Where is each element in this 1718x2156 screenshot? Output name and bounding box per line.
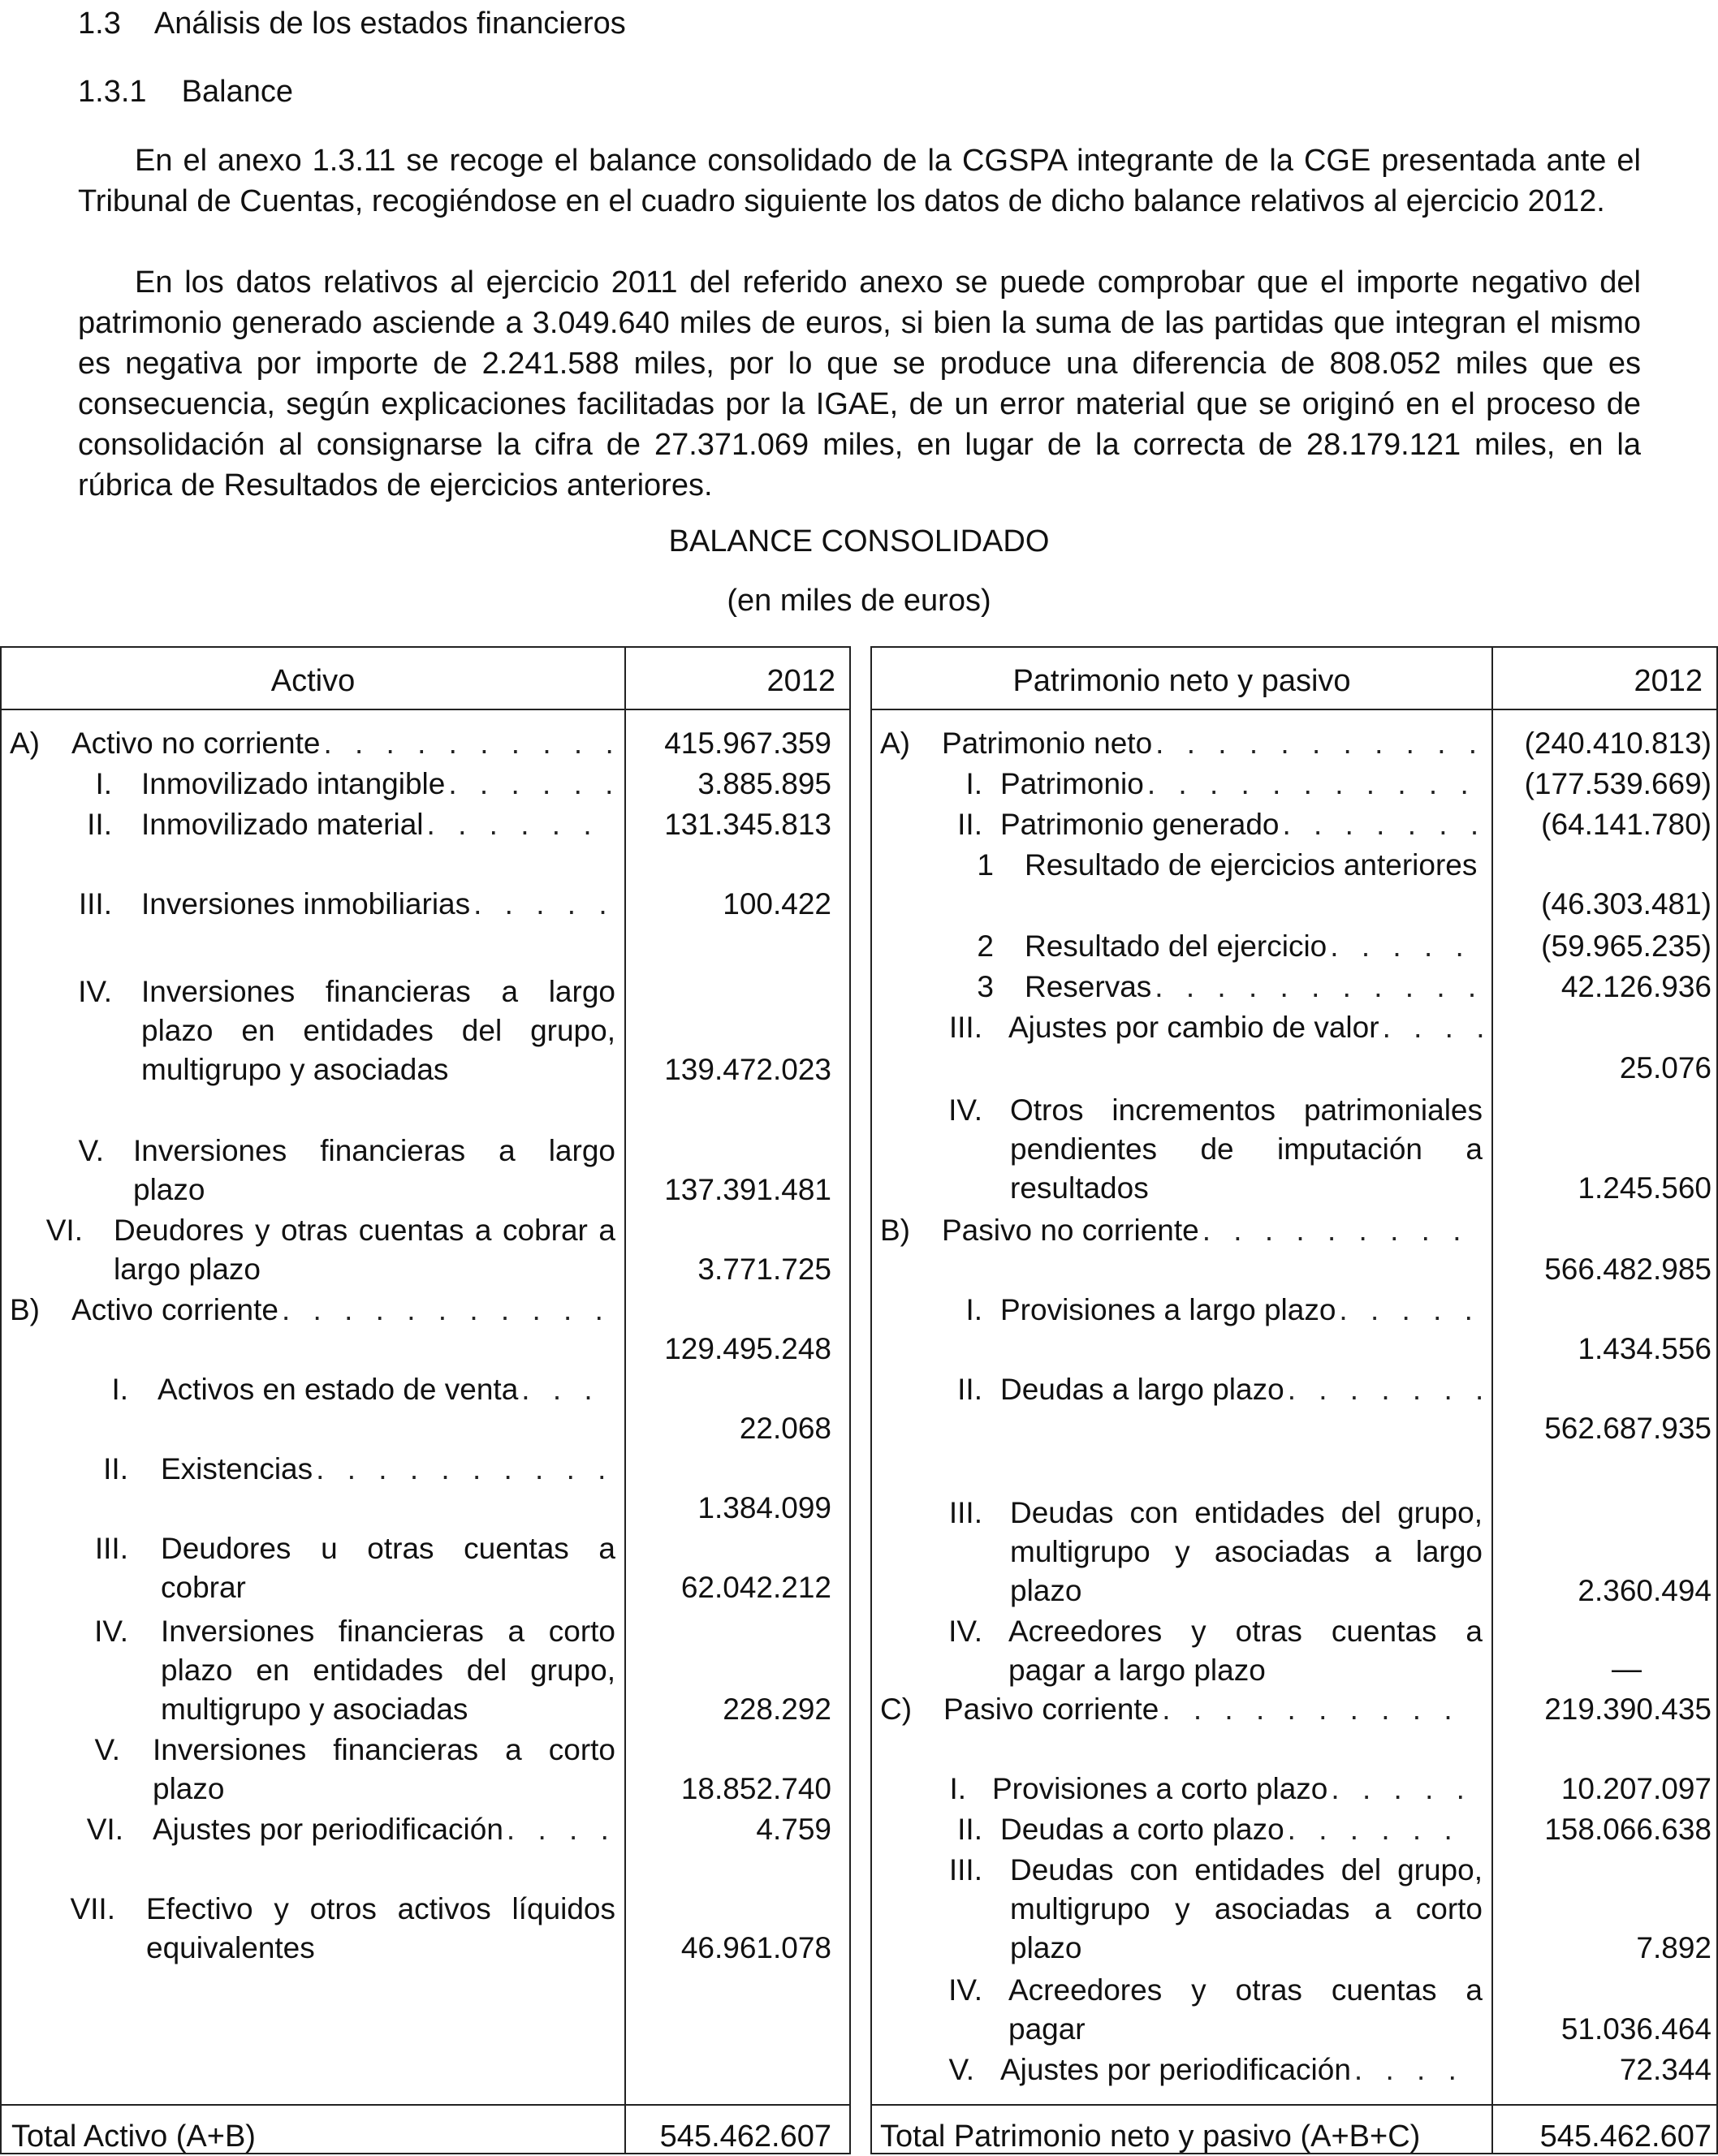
table-row-label: Inversiones financieras a corto plazo en entidades del grupo, multigrupo y asociadas: [161, 1615, 615, 1726]
table-row-value: (240.410.813): [1524, 727, 1712, 760]
table-row-value: 10.207.097: [1560, 1772, 1712, 1805]
activo-header-label: Activo: [270, 664, 356, 698]
activo-header-year: 2012: [766, 664, 835, 698]
table-row-prefix: III.: [948, 1853, 982, 1886]
pasivo-total-value: 545.462.607: [1539, 2119, 1712, 2154]
table-row-value: 415.967.359: [664, 727, 831, 760]
table-row-label: Activos en estado de venta . . .: [158, 1370, 615, 1409]
table-row-prefix: III.: [948, 1496, 982, 1529]
paragraph-2: En los datos relativos al ejercicio 2011 del referido anexo se puede comprobar que el importe negativo del patrimonio generado asciende a 3.049.640 miles de euros, si bien la suma de las partidas que integran el mismo es negativa por importe de 2.241.588 miles, por lo que se produce una diferencia de 808.052 miles que es consecuencia, según explicaciones facilitadas por la IGAE, de un error material que se originó en el proceso de consolidación al consignarse la cifra de 27.371.069 miles, en lugar de la correcta de 28.179.121 miles, en la rúbrica de Resultados de ejercicios anteriores.: [78, 265, 1641, 502]
pasivo-header-year: 2012: [1634, 664, 1703, 698]
table-row-prefix: III.: [94, 1532, 128, 1565]
table-row-prefix: III.: [948, 1011, 982, 1044]
table-row-prefix: 3: [977, 970, 994, 1003]
section-heading: [78, 6, 626, 41]
subsection-number: 1.3.1: [78, 75, 147, 109]
table-row-value: 158.066.638: [1544, 1813, 1712, 1846]
activo-table: [0, 646, 851, 2154]
table-row-label: Pasivo corriente . . .: [943, 1690, 1463, 1729]
table-row-label: Ajustes por periodificación . . .: [153, 1810, 615, 1849]
table-row-label: Pasivo no corriente . . .: [942, 1211, 1483, 1250]
table-row-value: 1.245.560: [1578, 1171, 1712, 1205]
table-row-value: 228.292: [723, 1692, 831, 1726]
table-row-value: 72.344: [1619, 2053, 1712, 2086]
table-row-prefix: V.: [94, 1733, 120, 1766]
subsection-heading: [78, 75, 293, 110]
table-row-label: Inmovilizado material . . .: [141, 805, 615, 844]
table-row-label: Inversiones financieras a largo plazo: [133, 1134, 615, 1206]
table-row-value: 62.042.212: [680, 1571, 831, 1604]
table-row-label: Otros incrementos patrimoniales pendientes de imputación a resultados: [1010, 1093, 1483, 1205]
table-row-label: Acreedores y otras cuentas a pagar: [1008, 1973, 1483, 2046]
table-row-value: 25.076: [1619, 1051, 1712, 1084]
table-row-value: —: [1612, 1652, 1642, 1685]
table-row-value: 562.687.935: [1544, 1412, 1712, 1445]
table-row-label: Ajustes por periodificación . . .: [1000, 2050, 1463, 2089]
table-row-prefix: B): [10, 1293, 40, 1326]
table-row-value: 7.892: [1636, 1931, 1712, 1964]
subsection-title: Balance: [181, 75, 293, 109]
table-row-value: 46.961.078: [680, 1931, 831, 1964]
table-row-value: 100.422: [723, 887, 831, 921]
section-number: 1.3: [78, 6, 121, 41]
table-row-label: Existencias . . .: [161, 1450, 615, 1489]
table-row-label: Provisiones a corto plazo . . .: [992, 1770, 1463, 1809]
table-row-value: 137.391.481: [664, 1173, 831, 1206]
table-row-value: 219.390.435: [1544, 1692, 1712, 1726]
table-row-prefix: IV.: [948, 1615, 982, 1648]
table-row-label: Inversiones inmobiliarias . . .: [141, 885, 615, 924]
table-row-label: Reservas . . .: [1025, 968, 1483, 1007]
table-row-prefix: I.: [949, 1772, 966, 1805]
table-row-label: Inversiones financieras a largo plazo en entidades del grupo, multigrupo y asociadas: [141, 975, 615, 1086]
pasivo-header-label: Patrimonio neto y pasivo: [1012, 664, 1351, 698]
table-row-prefix: II.: [87, 808, 112, 841]
table-row-label: Patrimonio generado . . .: [1000, 805, 1483, 844]
table-row-label: Resultado del ejercicio . . .: [1025, 927, 1483, 966]
table-row-value: 22.068: [739, 1412, 831, 1445]
table-row-prefix: III.: [78, 887, 112, 921]
table-row-label: Deudas a largo plazo . . .: [1000, 1370, 1483, 1409]
table-row-label: Patrimonio . . .: [1000, 765, 1483, 804]
table-row-value: 3.885.895: [697, 767, 831, 800]
table-row-label: Efectivo y otros activos líquidos equivalentes: [146, 1892, 615, 1964]
table-row-value: 3.771.725: [697, 1253, 831, 1286]
table-row-value: 1.434.556: [1578, 1332, 1712, 1365]
table-row-prefix: IV.: [78, 975, 112, 1008]
table-row-label: Acreedores y otras cuentas a pagar a largo plazo: [1008, 1615, 1483, 1687]
table-row-label: Resultado de ejercicios anteriores: [1025, 848, 1478, 882]
table-row-prefix: A): [10, 727, 40, 760]
table-row-value: (46.303.481): [1541, 887, 1712, 921]
activo-total-label: Total Activo (A+B): [11, 2119, 256, 2154]
table-row-prefix: II.: [957, 1373, 982, 1406]
table-row-value: (64.141.780): [1541, 808, 1712, 841]
table-row-label: Provisiones a largo plazo . . .: [1000, 1291, 1483, 1330]
activo-total-value: 545.462.607: [659, 2119, 831, 2154]
pasivo-total-label: Total Patrimonio neto y pasivo (A+B+C): [880, 2119, 1421, 2154]
table-row-value: 51.036.464: [1560, 2012, 1712, 2046]
table-row-prefix: I.: [965, 767, 982, 800]
table-row-prefix: A): [880, 727, 910, 760]
table-row-label: Inmovilizado intangible . . .: [141, 765, 615, 804]
table-row-prefix: VII.: [70, 1892, 115, 1925]
table-row-prefix: IV.: [94, 1615, 128, 1648]
table-row-value: 1.384.099: [697, 1491, 831, 1524]
table-row-label: Deudas con entidades del grupo, multigrupo y asociadas a corto plazo: [1010, 1853, 1483, 1964]
table-row-label: Deudores y otras cuentas a cobrar a largo plazo: [114, 1214, 615, 1286]
table-row-value: 129.495.248: [664, 1332, 831, 1365]
table-row-prefix: II.: [957, 1813, 982, 1846]
pasivo-table: [870, 646, 1718, 2154]
table-row-value: (59.965.235): [1541, 929, 1712, 963]
table-row-value: 2.360.494: [1578, 1574, 1712, 1607]
table-row-prefix: II.: [957, 808, 982, 841]
table-row-value: 139.472.023: [664, 1053, 831, 1086]
table-row-prefix: V.: [78, 1134, 104, 1167]
section-title: Análisis de los estados financieros: [153, 6, 626, 41]
paragraph-1: En el anexo 1.3.11 se recoge el balance consolidado de la CGSPA integrante de la CGE presentada ante el Tribunal de Cuentas, recogiéndose en el cuadro siguiente los datos de dicho balance relativos al ejercicio 2012.: [78, 144, 1641, 218]
table-row-prefix: 1: [977, 848, 994, 882]
table-row-label: Deudas con entidades del grupo, multigrupo y asociadas a largo plazo: [1010, 1496, 1483, 1607]
table-row-prefix: C): [880, 1692, 913, 1726]
table-row-prefix: I.: [965, 1293, 982, 1326]
table-row-prefix: VI.: [86, 1813, 123, 1846]
table-row-prefix: I.: [95, 767, 112, 800]
table-row-label: Activo no corriente . . .: [71, 724, 615, 763]
table-row-prefix: B): [880, 1214, 910, 1247]
table-row-prefix: IV.: [948, 1093, 982, 1127]
table-row-label: Ajustes por cambio de valor . . .: [1008, 1008, 1483, 1047]
table-row-prefix: I.: [111, 1373, 128, 1406]
table-row-prefix: II.: [103, 1452, 128, 1485]
table-row-prefix: IV.: [948, 1973, 982, 2007]
table-row-prefix: VI.: [45, 1214, 83, 1247]
table-row-value: 131.345.813: [664, 808, 831, 841]
table-row-label: Inversiones financieras a corto plazo: [153, 1733, 615, 1805]
table-row-value: 18.852.740: [680, 1772, 831, 1805]
table-row-label: Deudores u otras cuentas a cobrar: [161, 1532, 615, 1604]
table-title: BALANCE CONSOLIDADO: [668, 524, 1050, 558]
table-row-prefix: V.: [948, 2053, 974, 2086]
table-row-label: Deudas a corto plazo . . .: [1000, 1810, 1463, 1849]
table-row-label: Activo corriente . . .: [71, 1291, 615, 1330]
table-row-value: (177.539.669): [1524, 767, 1712, 800]
table-row-value: 566.482.985: [1544, 1253, 1712, 1286]
table-row-value: 4.759: [756, 1813, 831, 1846]
table-row-label: Patrimonio neto . . .: [942, 724, 1483, 763]
table-row-value: 42.126.936: [1560, 970, 1712, 1003]
table-subtitle: (en miles de euros): [727, 584, 991, 618]
table-row-prefix: 2: [977, 929, 994, 963]
